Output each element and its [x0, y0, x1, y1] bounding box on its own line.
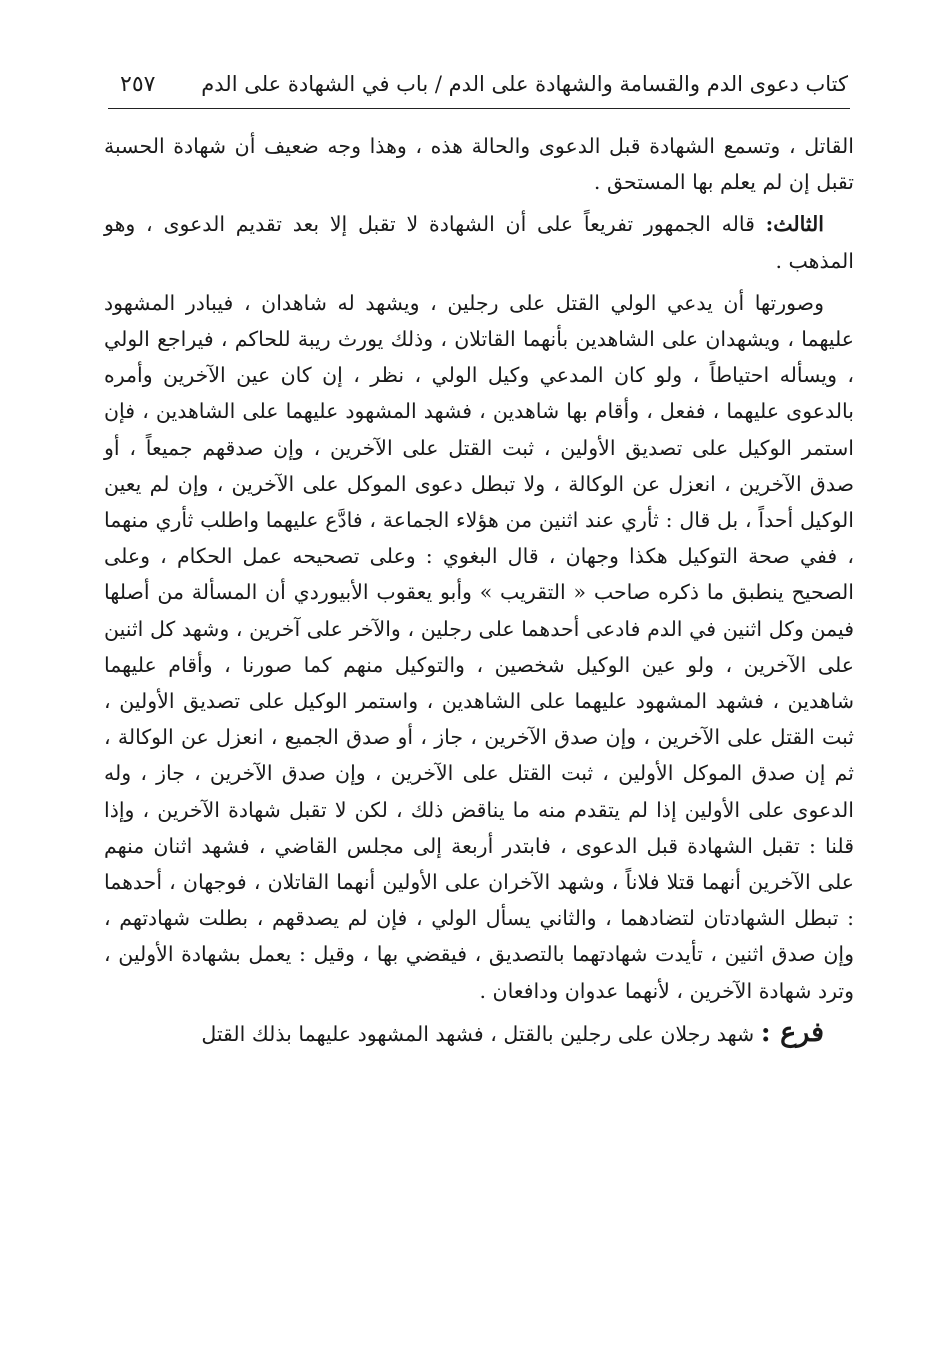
- paragraph-2: [104, 206, 854, 278]
- body-text: [104, 128, 854, 1052]
- paragraph-2-text: قاله الجمهور تفريعاً على أن الشهادة لا تقبل إلا بعد تقديم الدعوى ، وهو المذهب .: [104, 212, 854, 273]
- header-rule: [108, 108, 850, 109]
- paragraph-3: [104, 285, 854, 1009]
- paragraph-4-lead: فرع :: [760, 1016, 824, 1048]
- page-header: [108, 66, 848, 106]
- paragraph-1-text: القاتل ، وتسمع الشهادة قبل الدعوى والحالة هذه ، وهذا وجه ضعيف أن شهادة الحسبة تقبل إن لم يعلم بها المستحق .: [104, 134, 854, 195]
- page-number: ٢٥٧: [120, 72, 156, 97]
- paragraph-4: [104, 1015, 854, 1052]
- paragraph-3-text: وصورتها أن يدعي الولي القتل على رجلين ، ويشهد له شاهدان ، فيبادر المشهود عليهما ، ويشهدان على الشاهدين بأنهما القاتلان ، وذلك يورث ريبة للحاكم ، فيراجع الولي ، ويسأله احتياطاً ، ولو كان المدعي وكيل الولي ، نظر ، إن كان عين الآخرين وأمره بالدعوى عليهما ، ففعل ، وأقام بها شاهدين ، فشهد المشهود عليهما على الشاهدين ، فإن استمر الوكيل على تصديق الأولين ، ثبت القتل على الآخرين ، وإن صدقهم جميعاً ، أو صدق الآخرين ، انعزل عن الوكالة ، ولا تبطل دعوى الموكل على الآخرين ، وإن لم يعين الوكيل أحداً ، بل قال : ثأري عند اثنين من هؤلاء الجماعة ، فادَّع عليهما واطلب ثأري منهما ، ففي صحة التوكيل هكذا وجهان ، قال البغوي : وعلى تصحيحه عمل الحكام ، وعلى الصحيح ينطبق ما ذكره صاحب « التقريب » وأبو يعقوب الأبيوردي أن المسألة من أصلها فيمن وكل اثنين في الدم فادعى أحدهما على رجلين ، والآخر على آخرين ، وشهد كل اثنين على الآخرين ، ولو عين الوكيل شخصين ، والتوكيل منهم كما صورنا ، وأقام عليهما شاهدين ، فشهد المشهود عليهما على الشاهدين ، واستمر الوكيل على تصديق الأولين ، ثبت القتل على الآخرين ، وإن صدق الآخرين ، جاز ، أو صدق الجميع ، انعزل عن الوكالة ، ثم إن صدق الموكل الأولين ، ثبت القتل على الآخرين ، وإن صدق الآخرين ، جاز ، وله الدعوى على الأولين إذا لم يتقدم منه ما يناقض ذلك ، لكن لا تقبل شهادة الآخرين ، وإذا قلنا : تقبل الشهادة قبل الدعوى ، فابتدر أربعة إلى مجلس القاضي ، فشهد اثنان منهم على الآخرين أنهما قتلا فلاناً ، وشهد الآخران على الأولين أنهما القاتلان ، فوجهان ، أحدهما : تبطل الشهادتان لتضادهما ، والثاني يسأل الولي ، فإن لم يصدقهم ، بطلت شهادتهم ، وإن صدق اثنين ، تأيدت شهادتهما بالتصديق ، فيقضي بها ، وقيل : يعمل بشهادة الأولين ، وترد شهادة الآخرين ، لأنهما عدوان ودافعان .: [104, 290, 854, 1003]
- paragraph-1: [104, 128, 854, 200]
- paragraph-4-text: شهد رجلان على رجلين بالقتل ، فشهد المشهود عليهما بذلك القتل: [201, 1021, 761, 1046]
- paragraph-2-lead: الثالث:: [765, 212, 824, 237]
- running-head: كتاب دعوى الدم والقسامة والشهادة على الدم / باب في الشهادة على الدم: [201, 72, 848, 96]
